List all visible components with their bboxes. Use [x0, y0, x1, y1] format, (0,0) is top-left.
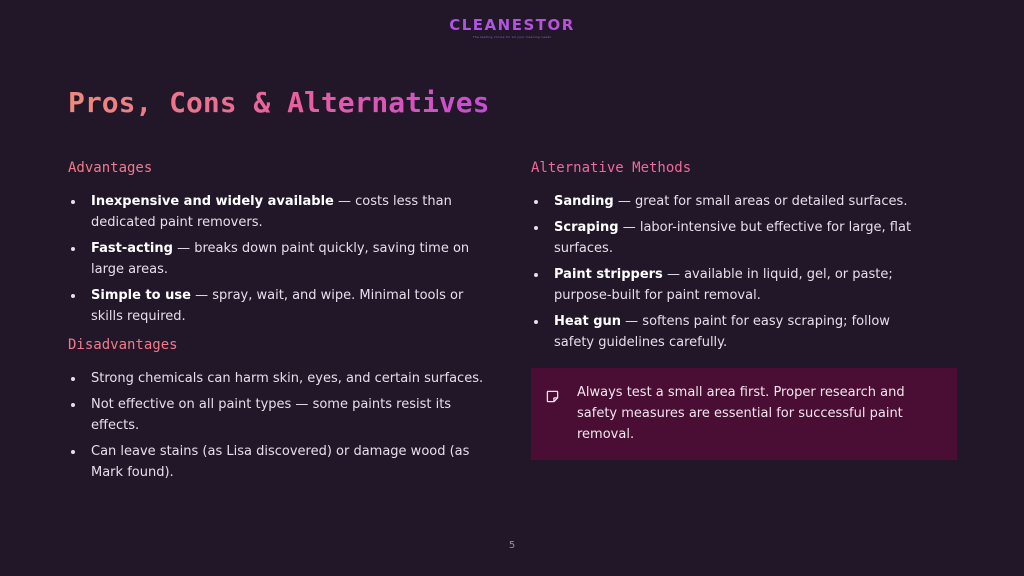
disadvantage-item: Strong chemicals can harm skin, eyes, and certain surfaces.	[68, 368, 493, 389]
tip-callout	[531, 368, 957, 460]
advantage-item: Simple to use — spray, wait, and wipe. Minimal tools or skills required.	[68, 285, 493, 327]
advantages-list	[68, 191, 493, 327]
disadvantage-item: Not effective on all paint types — some paints resist its effects.	[68, 394, 493, 436]
disadvantages-heading: Disadvantages	[68, 337, 178, 353]
alternatives-list	[531, 191, 931, 353]
left-column	[68, 159, 493, 488]
tip-text: Always test a small area first. Proper research and safety measures are essential for successful paint removal.	[577, 385, 905, 442]
disadvantage-item: Can leave stains (as Lisa discovered) or damage wood (as Mark found).	[68, 441, 493, 483]
page-number: 5	[508, 540, 516, 551]
advantage-item: Fast-acting — breaks down paint quickly, saving time on large areas.	[68, 238, 493, 280]
brand-logo	[0, 16, 1024, 39]
brand-name: CLEANESTOR	[0, 16, 1024, 34]
brand-tagline: The leading choice for all your cleaning needs	[472, 35, 552, 39]
right-column	[531, 159, 931, 358]
alternative-item: Paint strippers — available in liquid, gel, or paste; purpose-built for paint removal.	[531, 264, 931, 306]
alternative-item: Sanding — great for small areas or detailed surfaces.	[531, 191, 931, 212]
alternatives-heading: Alternative Methods	[531, 160, 692, 176]
alternative-item: Scraping — labor-intensive but effective for large, flat surfaces.	[531, 217, 931, 259]
slide-title: Pros, Cons & Alternatives	[68, 86, 490, 119]
disadvantages-list	[68, 368, 493, 483]
sticky-note-icon	[546, 390, 559, 403]
advantage-item: Inexpensive and widely available — costs less than dedicated paint removers.	[68, 191, 493, 233]
advantages-heading: Advantages	[68, 160, 153, 176]
alternative-item: Heat gun — softens paint for easy scraping; follow safety guidelines carefully.	[531, 311, 931, 353]
